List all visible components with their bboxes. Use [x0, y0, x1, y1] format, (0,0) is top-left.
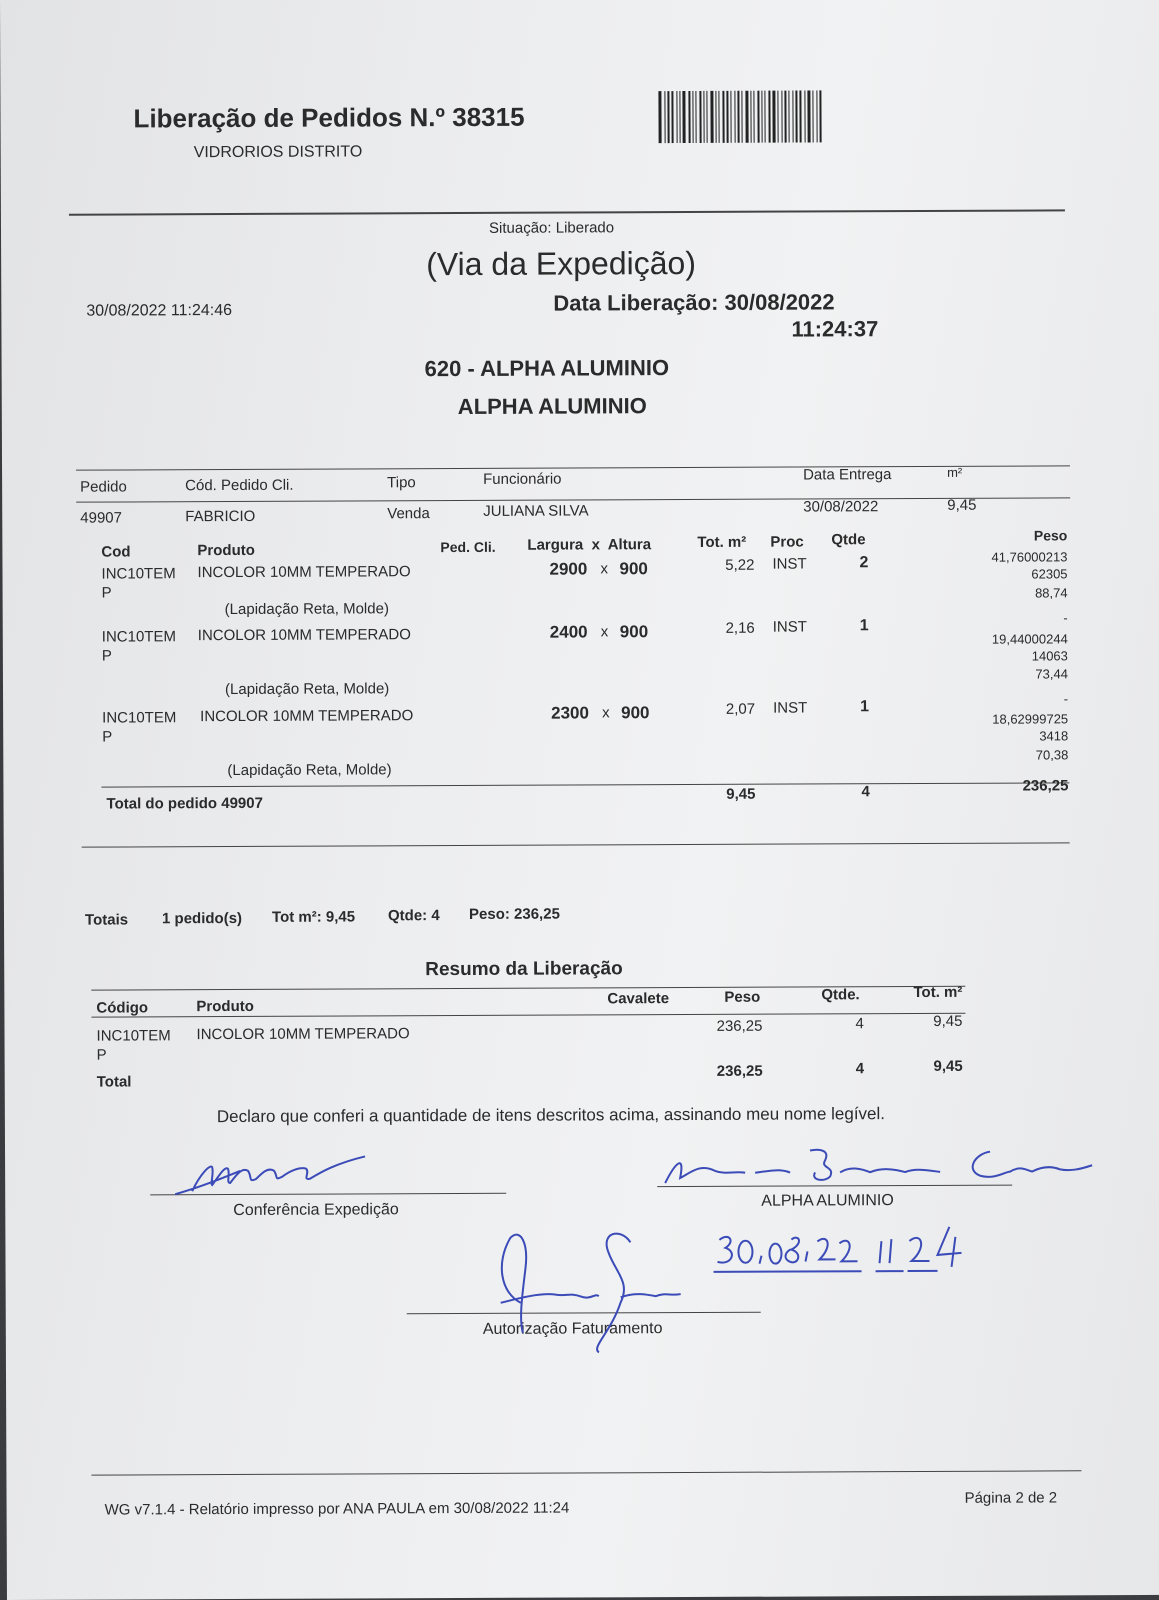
summary-total-tot: 9,45	[933, 1057, 963, 1075]
items-header-qtde: Qtde	[831, 531, 866, 549]
divider	[69, 209, 1065, 215]
barcode-bar	[726, 91, 728, 143]
item-detail: (Lapidação Reta, Molde)	[227, 761, 392, 780]
summary-produto: INCOLOR 10MM TEMPERADO	[196, 1025, 410, 1044]
barcode-bar	[730, 91, 731, 143]
order-m2: 9,45	[947, 496, 977, 514]
barcode-bar	[688, 91, 690, 143]
item-altura: 900	[619, 622, 649, 642]
totals-label: Totais	[84, 911, 129, 929]
summary-header-codigo: Código	[96, 999, 149, 1017]
release-date: Data Liberação: 30/08/2022	[553, 289, 835, 316]
barcode-bar	[750, 91, 751, 143]
delivery-date: 30/08/2022	[803, 498, 879, 516]
items-header-cod: Cod	[101, 543, 131, 561]
barcode-bar	[792, 91, 793, 143]
footer-report-info: WG v7.1.4 - Relatório impresso por ANA PAULA em 30/08/2022 11:24	[104, 1499, 570, 1519]
barcode-bar	[718, 91, 719, 143]
order-total-label: Total do pedido 49907	[106, 794, 263, 813]
item-peso-line3: 70,38	[1035, 747, 1069, 763]
divider	[76, 465, 1070, 470]
client-name: ALPHA ALUMINIO	[457, 393, 647, 420]
barcode-bar	[807, 90, 810, 142]
item-qtde: 1	[859, 617, 869, 635]
client-code-name: 620 - ALPHA ALUMINIO	[424, 355, 670, 382]
col-header-pedido: Pedido	[80, 478, 127, 496]
order-number: 49907	[80, 509, 123, 527]
item-produto: INCOLOR 10MM TEMPERADO	[197, 626, 411, 645]
signature-faturamento	[480, 1222, 701, 1363]
item-peso-dash: -	[1063, 610, 1068, 626]
item-peso-line2: 14063	[1031, 648, 1068, 664]
summary-header-tot: Tot. m²	[913, 983, 963, 1002]
item-tot: 2,07	[725, 700, 756, 718]
item-peso-line1: 19,44000244	[991, 631, 1068, 647]
summary-total-peso: 236,25	[716, 1062, 763, 1080]
divider	[91, 1470, 1081, 1475]
col-header-data-entrega: Data Entrega	[803, 466, 892, 484]
item-peso-line3: 88,74	[1035, 585, 1068, 601]
item-cod: INC10TEM	[102, 709, 177, 727]
barcode-bar	[671, 91, 673, 143]
summary-codigo: INC10TEM	[96, 1027, 171, 1045]
item-peso-line2: 62305	[1031, 566, 1068, 582]
declaration-text: Declaro que conferi a quantidade de itens descritos acima, assinando meu nome legível.	[216, 1104, 886, 1127]
barcode-bar	[788, 91, 789, 143]
items-header-peso: Peso	[1033, 527, 1068, 544]
items-header-produto: Produto	[197, 541, 255, 560]
barcode-bar	[715, 91, 716, 143]
items-header-dims: Largura x Altura	[527, 536, 652, 554]
item-tot: 2,16	[725, 619, 755, 637]
barcode-bar	[761, 91, 762, 143]
barcode-bar	[777, 91, 778, 143]
client-order-code: FABRICIO	[185, 507, 256, 526]
summary-tot: 9,45	[933, 1012, 963, 1030]
items-header-tot: Tot. m²	[697, 533, 747, 551]
barcode-bar	[764, 91, 765, 143]
item-cod-suffix: P	[101, 647, 112, 665]
item-produto: INCOLOR 10MM TEMPERADO	[200, 707, 414, 726]
summary-qtde: 4	[855, 1015, 864, 1033]
barcode-bar	[753, 91, 754, 143]
barcode-bar	[676, 91, 677, 143]
barcode-bar	[710, 91, 713, 143]
barcode-bar	[745, 91, 748, 143]
barcode-bar	[781, 91, 782, 143]
barcode-bar	[699, 91, 701, 143]
item-detail: (Lapidação Reta, Molde)	[224, 600, 389, 619]
order-total-peso: 236,25	[1022, 777, 1069, 795]
signature-label-expedicao: Conferência Expedição	[233, 1201, 399, 1219]
item-cod-suffix: P	[102, 728, 113, 746]
barcode-bar	[772, 91, 775, 143]
totals-pedidos: 1 pedido(s)	[161, 909, 243, 928]
item-peso-line1: 41,76000213	[991, 549, 1068, 565]
barcode-bar	[695, 91, 696, 143]
col-header-funcionario: Funcionário	[483, 470, 562, 488]
order-total-qtde: 4	[861, 783, 870, 801]
handwritten-date	[711, 1221, 991, 1292]
summary-peso: 236,25	[716, 1017, 763, 1035]
barcode-bar	[799, 91, 801, 143]
barcode-bar	[734, 91, 735, 143]
totals-m2: Tot m²: 9,45	[271, 908, 356, 926]
items-header-proc: Proc	[770, 533, 804, 551]
copy-label: (Via da Expedição)	[426, 244, 697, 283]
order-type: Venda	[387, 505, 430, 523]
item-x: x	[600, 560, 609, 578]
item-proc: INST	[773, 699, 808, 717]
barcode-bar	[737, 91, 739, 143]
barcode-bar	[679, 91, 680, 143]
signature-label-faturamento: Autorização Faturamento	[482, 1320, 663, 1338]
print-timestamp: 30/08/2022 11:24:46	[86, 301, 233, 320]
col-header-cod-pedido-cli: Cód. Pedido Cli.	[185, 476, 294, 495]
summary-title: Resumo da Liberação	[425, 958, 623, 981]
item-peso-line2: 3418	[1039, 728, 1069, 744]
divider	[101, 782, 1069, 787]
summary-header-cavalete: Cavalete	[607, 990, 670, 1008]
barcode-bar	[658, 91, 661, 143]
footer-page-number: Página 2 de 2	[964, 1489, 1058, 1507]
barcode-bar	[692, 91, 693, 143]
item-peso-line1: 18,62999725	[992, 711, 1069, 727]
item-peso-line3: 73,44	[1035, 666, 1068, 682]
status-text: Situação: Liberado	[488, 219, 615, 237]
item-largura: 2300	[551, 703, 589, 723]
document-title: Liberação de Pedidos N.º 38315	[133, 101, 525, 134]
signature-client	[660, 1141, 1100, 1193]
barcode-bar	[804, 90, 805, 142]
barcode-bar	[816, 90, 817, 142]
summary-header-qtde: Qtde.	[821, 986, 860, 1004]
item-qtde: 2	[859, 554, 869, 572]
summary-codigo-suffix: P	[96, 1046, 107, 1064]
item-x: x	[600, 623, 609, 641]
signature-label-client: ALPHA ALUMINIO	[761, 1192, 894, 1210]
item-cod-suffix: P	[101, 584, 112, 602]
barcode-bar	[784, 91, 786, 143]
barcode	[658, 90, 836, 143]
summary-header-peso: Peso	[724, 988, 761, 1006]
barcode-bar	[722, 91, 724, 143]
item-proc: INST	[772, 618, 807, 636]
barcode-bar	[768, 91, 770, 143]
release-time: 11:24:37	[791, 316, 879, 342]
summary-total-label: Total	[96, 1073, 132, 1091]
company-name: VIDRORIOS DISTRITO	[193, 143, 363, 162]
item-proc: INST	[772, 555, 807, 573]
signature-expedicao	[170, 1148, 380, 1204]
item-detail: (Lapidação Reta, Molde)	[224, 680, 390, 699]
summary-header-produto: Produto	[196, 997, 254, 1016]
order-total-tot: 9,45	[726, 785, 756, 803]
item-largura: 2400	[549, 622, 588, 642]
barcode-bar	[741, 91, 742, 143]
totals-qtde: Qtde: 4	[387, 907, 440, 925]
barcode-bar	[819, 90, 821, 142]
item-x: x	[602, 704, 610, 722]
item-largura: 2900	[549, 559, 588, 579]
barcode-bar	[703, 91, 704, 143]
barcode-bar	[706, 91, 707, 143]
employee-name: JULIANA SILVA	[483, 502, 589, 520]
item-altura: 900	[619, 559, 648, 579]
item-cod: INC10TEM	[101, 628, 177, 646]
summary-total-qtde: 4	[855, 1060, 865, 1078]
item-cod: INC10TEM	[101, 565, 176, 583]
col-header-tipo: Tipo	[387, 474, 416, 492]
divider	[82, 842, 1070, 847]
col-header-m2: m²	[947, 464, 963, 480]
barcode-bar	[664, 91, 665, 143]
item-peso-dash: -	[1063, 691, 1069, 707]
barcode-bar	[812, 90, 813, 142]
item-produto: INCOLOR 10MM TEMPERADO	[197, 563, 411, 582]
items-header-ped-cli: Ped. Cli.	[440, 538, 496, 556]
barcode-bar	[795, 91, 797, 143]
item-qtde: 1	[860, 698, 870, 716]
item-altura: 900	[621, 703, 650, 723]
barcode-bar	[682, 91, 685, 143]
barcode-bar	[757, 91, 759, 143]
barcode-bar	[667, 91, 669, 143]
totals-peso: Peso: 236,25	[468, 905, 560, 923]
item-tot: 5,22	[725, 556, 755, 574]
